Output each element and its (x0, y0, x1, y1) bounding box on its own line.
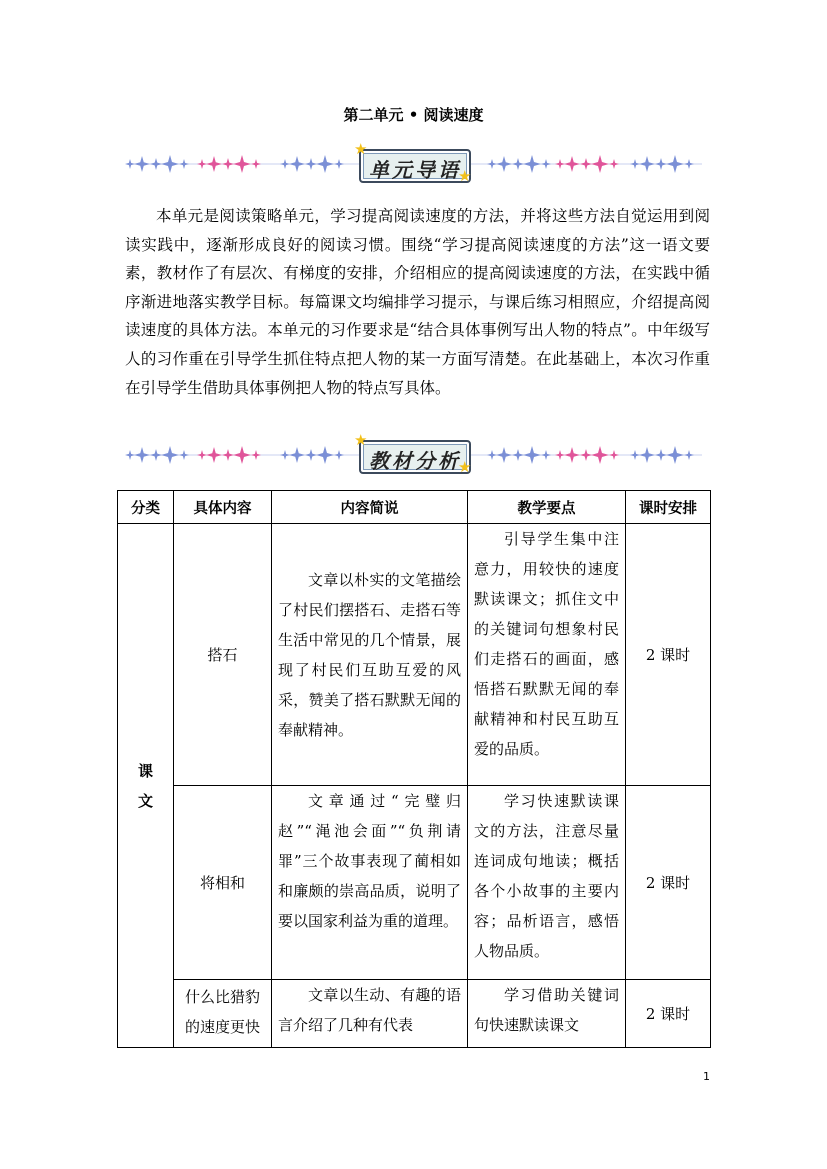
sparkle-icon (639, 447, 655, 463)
sparkle-icon (222, 158, 234, 170)
star-icon: ★ (458, 458, 472, 476)
sparkle-icon (179, 159, 189, 169)
header-content: 具体内容 (174, 491, 272, 524)
lesson-hours: 2 课时 (626, 980, 711, 1048)
sparkle-icon (666, 446, 684, 464)
sparkle-icon (496, 156, 512, 172)
lesson-summary: 文章以朴实的文笔描绘了村民们摆搭石、走搭石等生活中常见的几个情景，展现了村民们互助互爱的风采，赞美了搭石默默无闻的奉献精神。 (278, 570, 461, 739)
sparkle-icon (134, 156, 150, 172)
sparkle-icon (684, 159, 694, 169)
sparkle-icon (512, 449, 524, 461)
sparkle-icon (334, 159, 344, 169)
page-title: 第二单元 • 阅读速度 (343, 106, 484, 124)
sparkle-icon (280, 159, 290, 169)
sparkle-icon (609, 450, 619, 460)
sparkle-icon (555, 159, 565, 169)
sparkle-icon (305, 158, 317, 170)
analysis-heading-badge (359, 440, 471, 474)
sparkle-icon (289, 156, 305, 172)
intro-paragraph: 本单元是阅读策略单元，学习提高阅读速度的方法，并将这些方法自觉运用到阅读实践中，逐渐形成良好的阅读习惯。围绕“学习提高阅读速度的方法”这一语文要素，教材作了有层次、有梯度的安排，介绍相应的提高阅读速度的方法，在实践中循序渐进地落实教学目标。每篇课文均编排学习提示，与课后练习相照应，介绍提高阅读速度的具体方法。本单元的习作要求是“结合具体事例写出人物的特点”。中年级写人的习作重在引导学生抓住特点把人物的某一方面写清楚。在此基础上，本次习作重在引导学生借助具体事例把人物的特点写具体。 (125, 207, 710, 397)
header-class-hours: 课时安排 (626, 491, 711, 524)
lesson-points: 学习借助关键词句快速默读课文 (474, 986, 619, 1034)
sparkle-icon (609, 159, 619, 169)
category-char: 文 (137, 791, 153, 810)
category-cell (118, 524, 174, 1048)
star-icon: ★ (354, 140, 368, 158)
lesson-points-cell (468, 980, 626, 1048)
sparkle-icon (666, 155, 684, 173)
sparkle-icon (630, 159, 640, 169)
sparkle-icon (555, 450, 565, 460)
sparkle-icon (251, 159, 261, 169)
sparkle-icon (316, 155, 334, 173)
lesson-summary: 文章以生动、有趣的语言介绍了几种有代表 (278, 986, 461, 1034)
lesson-summary-cell (272, 980, 468, 1048)
sparkle-icon (251, 450, 261, 460)
lesson-summary-cell (272, 786, 468, 980)
lesson-hours: 2 课时 (626, 524, 711, 786)
lesson-points-cell (468, 524, 626, 786)
sparkle-icon (580, 158, 592, 170)
sparkle-icon (639, 156, 655, 172)
sparkle-icon (305, 449, 317, 461)
sparkle-icon (564, 447, 580, 463)
sparkle-icon (564, 156, 580, 172)
category-char: 课 (137, 761, 153, 780)
sparkle-icon (197, 159, 207, 169)
sparkle-icon (591, 155, 609, 173)
sparkle-icon (125, 450, 135, 460)
sparkle-icon (197, 450, 207, 460)
sparkle-icon (222, 449, 234, 461)
sparkle-icon (496, 447, 512, 463)
sparkle-icon (655, 158, 667, 170)
sparkle-icon (523, 446, 541, 464)
table-row (118, 786, 711, 980)
lesson-summary: 文章通过“完璧归赵”“渑池会面”“负荆请罪”三个故事表现了蔺相如和廉颇的崇高品质，说明了要以国家利益为重的道理。 (278, 792, 461, 930)
header-teaching-points: 教学要点 (468, 491, 626, 524)
lesson-name: 将相和 (174, 786, 272, 980)
lesson-points: 引导学生集中注意力，用较快的速度默读课文；抓住文中的关键词句想象村民们走搭石的画面，感悟搭石默默无闻的奉献精神和村民互助互爱的品质。 (474, 530, 619, 758)
sparkle-icon (684, 450, 694, 460)
lesson-name: 搭石 (174, 524, 272, 786)
star-icon: ★ (458, 167, 472, 185)
sparkle-icon (233, 446, 251, 464)
sparkle-icon (487, 159, 497, 169)
header-category: 分类 (118, 491, 174, 524)
sparkle-icon (150, 449, 162, 461)
lesson-points: 学习快速默读课文的方法，注意尽量连词成句地读；概括各个小故事的主要内容；品析语言，感悟人物品质。 (474, 792, 619, 960)
sparkle-icon (150, 158, 162, 170)
intro-heading: 单元导语 (369, 158, 461, 182)
star-icon: ★ (354, 431, 368, 449)
lesson-hours: 2 课时 (626, 786, 711, 980)
lesson-summary-cell (272, 524, 468, 786)
analysis-banner (120, 431, 710, 476)
sparkle-icon (523, 155, 541, 173)
intro-heading-badge (359, 149, 471, 183)
sparkle-icon (580, 449, 592, 461)
analysis-heading: 教材分析 (369, 449, 461, 473)
sparkle-icon (125, 159, 135, 169)
sparkle-icon (161, 155, 179, 173)
sparkle-icon (179, 450, 189, 460)
sparkle-icon (289, 447, 305, 463)
intro-banner (120, 140, 710, 185)
sparkle-icon (541, 159, 551, 169)
sparkle-icon (280, 450, 290, 460)
sparkle-icon (655, 449, 667, 461)
sparkle-icon (316, 446, 334, 464)
sparkle-icon (334, 450, 344, 460)
sparkle-icon (512, 158, 524, 170)
lesson-table (117, 490, 711, 1048)
lesson-name: 什么比猎豹的速度更快 (174, 980, 272, 1048)
lesson-points-cell (468, 786, 626, 980)
sparkle-icon (161, 446, 179, 464)
sparkle-icon (487, 450, 497, 460)
table-row (118, 524, 711, 786)
table-header-row (118, 491, 711, 524)
sparkle-icon (134, 447, 150, 463)
sparkle-icon (630, 450, 640, 460)
page-number: 1 (703, 1070, 710, 1083)
sparkle-icon (233, 155, 251, 173)
header-summary: 内容简说 (272, 491, 468, 524)
sparkle-icon (541, 450, 551, 460)
sparkle-icon (206, 447, 222, 463)
table-row (118, 980, 711, 1048)
sparkle-icon (206, 156, 222, 172)
sparkle-icon (591, 446, 609, 464)
